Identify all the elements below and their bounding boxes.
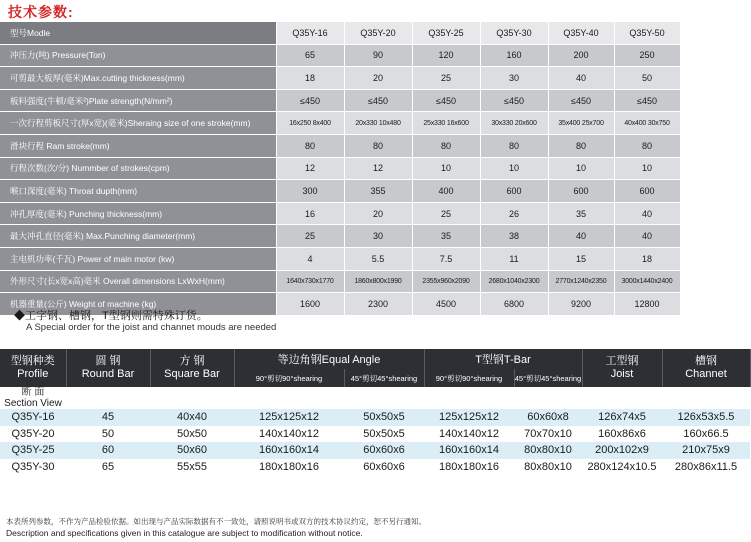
section-cell-angle90: 160x160x14	[234, 442, 344, 459]
spec-cell: 40	[614, 202, 680, 225]
spec-row	[0, 134, 680, 157]
spec-model-3: Q35Y-25	[412, 22, 480, 44]
spec-cell: 600	[548, 180, 614, 203]
spec-cell: 35	[548, 202, 614, 225]
spec-model-2: Q35Y-20	[344, 22, 412, 44]
spec-cell: 400	[412, 180, 480, 203]
spec-cell: 18	[614, 247, 680, 270]
spec-cell: 120	[412, 44, 480, 67]
spec-cell: 25	[412, 67, 480, 90]
spec-header-row	[0, 22, 680, 44]
spec-cell: 300	[276, 180, 344, 203]
section-cell-t45: 70x70x10	[514, 426, 582, 443]
col-equal-angle: 等边角钢Equal Angle	[234, 349, 424, 369]
footer-disclaimer-en: Description and specifications given in this catalogue are subject to modification without notice.	[6, 528, 363, 538]
col-square-bar: 方 钢 Square Bar	[150, 349, 234, 387]
spec-cell: 80	[614, 134, 680, 157]
section-cell-joist: 160x86x6	[582, 426, 662, 443]
spec-cell: 38	[480, 225, 548, 248]
spec-cell: 16x250 8x400	[276, 112, 344, 135]
spec-cell: 80	[276, 134, 344, 157]
spec-cell: ≤450	[412, 89, 480, 112]
section-cell-angle90: 180x180x16	[234, 459, 344, 476]
section-cell-joist: 200x102x9	[582, 442, 662, 459]
spec-row-label: 可剪最大板厚(毫米)Max.cutting thickness(mm)	[0, 67, 276, 90]
spec-row	[0, 112, 680, 135]
spec-cell: 4500	[412, 293, 480, 316]
spec-cell: 40	[548, 67, 614, 90]
spec-cell: 40	[548, 225, 614, 248]
spec-row-label: 一次行程剪板尺寸(厚x宽)(毫米)Sheraing size of one stroke(mm)	[0, 112, 276, 135]
spec-cell: ≤450	[548, 89, 614, 112]
spec-row	[0, 180, 680, 203]
spec-cell: ≤450	[614, 89, 680, 112]
section-view-label: 断 面 Section View	[0, 387, 66, 409]
angle-shear-90: 90°剪切90°shearing	[234, 369, 344, 387]
section-cell-t90: 125x125x12	[424, 409, 514, 426]
col-channet: 槽钢 Channet	[662, 349, 750, 387]
special-order-note-en: A Special order for the joist and channet mouds are needed	[26, 322, 277, 333]
section-cell-angle45: 50x50x5	[344, 409, 424, 426]
section-cell-square: 55x55	[150, 459, 234, 476]
section-cell-t90: 160x160x14	[424, 442, 514, 459]
spec-cell: 6800	[480, 293, 548, 316]
tbar-shear-45: 45°剪切45°shearing	[514, 369, 582, 387]
section-cell-model: Q35Y-30	[0, 459, 66, 476]
spec-row	[0, 157, 680, 180]
spec-row	[0, 44, 680, 67]
spec-model-4: Q35Y-30	[480, 22, 548, 44]
section-cell-angle90: 140x140x12	[234, 426, 344, 443]
spec-cell: 160	[480, 44, 548, 67]
section-cell-t45: 60x60x8	[514, 409, 582, 426]
spec-cell: 1600	[276, 293, 344, 316]
spec-cell: 2770x1240x2350	[548, 270, 614, 293]
spec-row	[0, 247, 680, 270]
angle-shear-45: 45°剪切45°shearing	[344, 369, 424, 387]
section-table	[0, 349, 751, 475]
section-cell-t90: 140x140x12	[424, 426, 514, 443]
spec-cell: ≤450	[276, 89, 344, 112]
spec-cell: 1860x800x1990	[344, 270, 412, 293]
spec-cell: 16	[276, 202, 344, 225]
spec-cell: 35x400 25x700	[548, 112, 614, 135]
spec-row-label: 行程次数(次/分) Nummber of strokes(cpm)	[0, 157, 276, 180]
section-cell-t45: 80x80x10	[514, 442, 582, 459]
spec-cell: 11	[480, 247, 548, 270]
section-row	[0, 459, 750, 476]
section-cell-round: 65	[66, 459, 150, 476]
spec-model-6: Q35Y-50	[614, 22, 680, 44]
spec-cell: 2355x960x2090	[412, 270, 480, 293]
spec-cell: 25	[276, 225, 344, 248]
spec-cell: 90	[344, 44, 412, 67]
spec-cell: 355	[344, 180, 412, 203]
spec-cell: 80	[480, 134, 548, 157]
spec-cell: 26	[480, 202, 548, 225]
spec-cell: 20	[344, 67, 412, 90]
spec-cell: 3000x1440x2400	[614, 270, 680, 293]
spec-cell: 40	[614, 225, 680, 248]
section-cell-channet: 160x66.5	[662, 426, 750, 443]
section-cell-model: Q35Y-20	[0, 426, 66, 443]
section-cell-joist: 126x74x5	[582, 409, 662, 426]
section-cell-model: Q35Y-25	[0, 442, 66, 459]
section-row	[0, 409, 750, 426]
section-row	[0, 426, 750, 443]
section-cell-angle90: 125x125x12	[234, 409, 344, 426]
section-row	[0, 442, 750, 459]
spec-cell: 10	[412, 157, 480, 180]
spec-cell: 15	[548, 247, 614, 270]
section-cell-angle45: 60x60x6	[344, 459, 424, 476]
col-profile: 型钢种类 Profile	[0, 349, 66, 387]
spec-cell: 20	[344, 202, 412, 225]
spec-cell: 7.5	[412, 247, 480, 270]
spec-cell: ≤450	[344, 89, 412, 112]
page-title: 技术参数:	[8, 4, 74, 20]
spec-row-label: 主电机功率(千瓦) Power of main motor (kw)	[0, 247, 276, 270]
spec-model-1: Q35Y-16	[276, 22, 344, 44]
spec-cell: 2300	[344, 293, 412, 316]
section-cell-channet: 210x75x9	[662, 442, 750, 459]
spec-cell: 10	[480, 157, 548, 180]
spec-cell: 80	[548, 134, 614, 157]
spec-cell: 20x330 10x480	[344, 112, 412, 135]
spec-row-label: 最大冲孔直径(毫米) Max.Punching diameter(mm)	[0, 225, 276, 248]
spec-row-label: 滑块行程 Ram stroke(mm)	[0, 134, 276, 157]
spec-row-label: 外形尺寸(长x宽x高)毫米 Overall dimensions LxWxH(mm)	[0, 270, 276, 293]
section-cell-square: 50x60	[150, 442, 234, 459]
spec-cell: 80	[344, 134, 412, 157]
spec-row-label: 冲孔厚度(毫米) Punching thickness(mm)	[0, 202, 276, 225]
spec-cell: 5.5	[344, 247, 412, 270]
section-cell-t90: 180x180x16	[424, 459, 514, 476]
spec-row-label: 喉口深度(毫米) Throat dupth(mm)	[0, 180, 276, 203]
spec-cell: 250	[614, 44, 680, 67]
section-cell-angle45: 60x60x6	[344, 442, 424, 459]
special-order-note-cn: ◆工字钢、槽钢，T型钢则需特殊订货。	[14, 310, 208, 322]
spec-cell: 50	[614, 67, 680, 90]
spec-cell: 30	[344, 225, 412, 248]
spec-cell: 35	[412, 225, 480, 248]
spec-cell: 40x400 30x750	[614, 112, 680, 135]
spec-row	[0, 270, 680, 293]
spec-header-label: 型号Modle	[0, 22, 276, 44]
spec-cell: 25	[412, 202, 480, 225]
section-cell-t45: 80x80x10	[514, 459, 582, 476]
section-cell-square: 40x40	[150, 409, 234, 426]
tbar-shear-90: 90°剪切90°shearing	[424, 369, 514, 387]
col-joist: 工型钢 Joist	[582, 349, 662, 387]
spec-row	[0, 67, 680, 90]
spec-cell: 12800	[614, 293, 680, 316]
spec-cell: 200	[548, 44, 614, 67]
spec-cell: 18	[276, 67, 344, 90]
spec-cell: 1640x730x1770	[276, 270, 344, 293]
section-cell-angle45: 50x50x5	[344, 426, 424, 443]
spec-cell: 10	[614, 157, 680, 180]
spec-cell: 25x330 16x600	[412, 112, 480, 135]
spec-table	[0, 22, 681, 316]
spec-cell: 600	[480, 180, 548, 203]
section-cell-channet: 126x53x5.5	[662, 409, 750, 426]
spec-cell: ≤450	[480, 89, 548, 112]
section-cell-round: 60	[66, 442, 150, 459]
footer-disclaimer-cn: 本表所列参数，不作为产品检验依据。如出现与产品实际数据有不一致处，请照说明书或双方的技术协议约定，恕不另行通知。	[6, 517, 426, 526]
spec-row	[0, 225, 680, 248]
col-t-bar: T型钢T-Bar	[424, 349, 582, 369]
spec-cell: 9200	[548, 293, 614, 316]
spec-cell: 4	[276, 247, 344, 270]
section-cell-square: 50x50	[150, 426, 234, 443]
spec-cell: 600	[614, 180, 680, 203]
spec-cell: 65	[276, 44, 344, 67]
section-cell-channet: 280x86x11.5	[662, 459, 750, 476]
spec-row	[0, 202, 680, 225]
spec-cell: 12	[344, 157, 412, 180]
spec-cell: 2680x1040x2300	[480, 270, 548, 293]
spec-model-5: Q35Y-40	[548, 22, 614, 44]
spec-row-label: 板料强度(牛顿/毫米²)Plate strength(N/mm²)	[0, 89, 276, 112]
section-cell-round: 50	[66, 426, 150, 443]
spec-row-label: 机器重量(公斤) Weight of machine (kg)	[0, 293, 276, 316]
spec-cell: 30	[480, 67, 548, 90]
spec-cell: 30x330 20x600	[480, 112, 548, 135]
section-cell-joist: 280x124x10.5	[582, 459, 662, 476]
spec-row	[0, 89, 680, 112]
spec-cell: 80	[412, 134, 480, 157]
col-round-bar: 圆 钢 Round Bar	[66, 349, 150, 387]
spec-cell: 10	[548, 157, 614, 180]
spec-row-label: 冲压力(吨) Pressure(Ton)	[0, 44, 276, 67]
section-cell-round: 45	[66, 409, 150, 426]
section-cell-model: Q35Y-16	[0, 409, 66, 426]
spec-cell: 12	[276, 157, 344, 180]
